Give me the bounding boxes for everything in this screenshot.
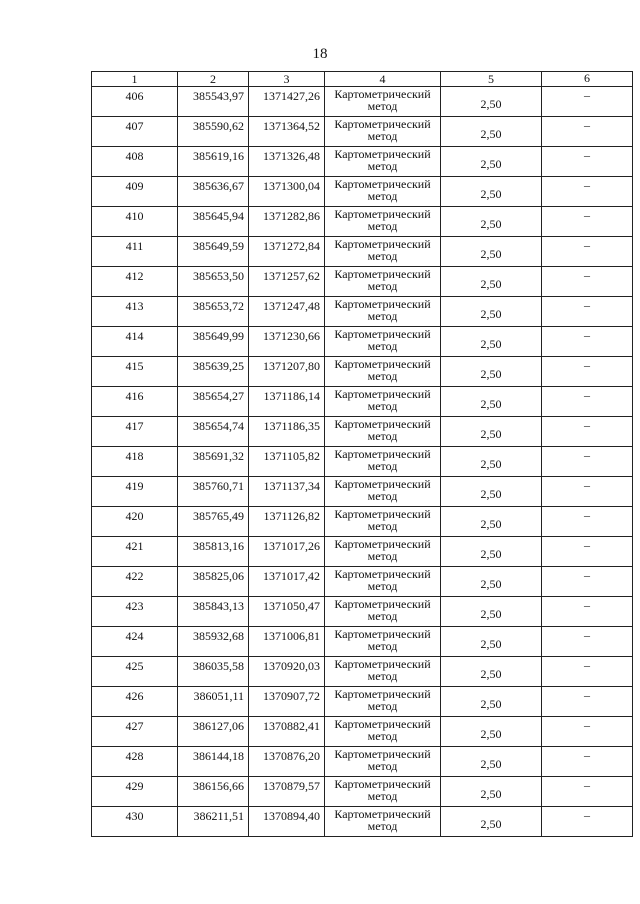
table-row [92,747,633,777]
cell-description: – [542,627,633,657]
cell-accuracy: 2,50 [441,147,542,177]
cell-coordinate-x: 385813,16 [178,537,249,567]
cell-coordinate-y: 1371230,66 [249,327,325,357]
cell-method: Картометрический метод [325,387,441,417]
cell-point-number: 421 [92,537,178,567]
table-row [92,657,633,687]
cell-coordinate-y: 1371050,47 [249,597,325,627]
cell-accuracy: 2,50 [441,87,542,117]
cell-coordinate-x: 385654,74 [178,417,249,447]
cell-coordinate-x: 386127,06 [178,717,249,747]
cell-method: Картометрический метод [325,807,441,837]
cell-point-number: 407 [92,117,178,147]
cell-point-number: 430 [92,807,178,837]
cell-coordinate-y: 1371364,52 [249,117,325,147]
cell-description: – [542,417,633,447]
header-cell-5: 5 [441,72,542,87]
cell-point-number: 427 [92,717,178,747]
cell-accuracy: 2,50 [441,687,542,717]
cell-method: Картометрический метод [325,207,441,237]
cell-coordinate-y: 1371272,84 [249,237,325,267]
cell-coordinate-x: 385619,16 [178,147,249,177]
table-row [92,717,633,747]
cell-coordinate-x: 386051,11 [178,687,249,717]
cell-accuracy: 2,50 [441,117,542,147]
cell-point-number: 417 [92,417,178,447]
cell-accuracy: 2,50 [441,417,542,447]
table-row [92,537,633,567]
cell-description: – [542,597,633,627]
cell-method: Картометрический метод [325,747,441,777]
cell-accuracy: 2,50 [441,567,542,597]
cell-method: Картометрический метод [325,87,441,117]
cell-point-number: 426 [92,687,178,717]
cell-method: Картометрический метод [325,237,441,267]
cell-coordinate-y: 1370920,03 [249,657,325,687]
table-row [92,117,633,147]
cell-description: – [542,117,633,147]
cell-description: – [542,147,633,177]
cell-accuracy: 2,50 [441,357,542,387]
table-body [92,87,633,837]
cell-accuracy: 2,50 [441,627,542,657]
cell-point-number: 423 [92,597,178,627]
cell-accuracy: 2,50 [441,597,542,627]
cell-point-number: 412 [92,267,178,297]
cell-coordinate-x: 385932,68 [178,627,249,657]
cell-accuracy: 2,50 [441,537,542,567]
cell-method: Картометрический метод [325,687,441,717]
header-cell-1: 1 [92,72,178,87]
cell-accuracy: 2,50 [441,477,542,507]
cell-description: – [542,657,633,687]
cell-method: Картометрический метод [325,717,441,747]
cell-accuracy: 2,50 [441,237,542,267]
cell-coordinate-y: 1371186,35 [249,417,325,447]
table-row [92,507,633,537]
table-row [92,207,633,237]
cell-accuracy: 2,50 [441,777,542,807]
cell-point-number: 420 [92,507,178,537]
cell-method: Картометрический метод [325,627,441,657]
header-cell-2: 2 [178,72,249,87]
cell-coordinate-x: 385760,71 [178,477,249,507]
cell-description: – [542,177,633,207]
cell-point-number: 419 [92,477,178,507]
cell-method: Картометрический метод [325,297,441,327]
cell-coordinate-y: 1370879,57 [249,777,325,807]
cell-coordinate-y: 1371207,80 [249,357,325,387]
cell-description: – [542,687,633,717]
cell-coordinate-x: 385691,32 [178,447,249,477]
cell-coordinate-y: 1371282,86 [249,207,325,237]
cell-accuracy: 2,50 [441,447,542,477]
cell-coordinate-x: 385639,25 [178,357,249,387]
table-row [92,177,633,207]
table-row [92,87,633,117]
cell-coordinate-y: 1371105,82 [249,447,325,477]
cell-method: Картометрический метод [325,117,441,147]
cell-accuracy: 2,50 [441,747,542,777]
table-row [92,267,633,297]
cell-method: Картометрический метод [325,657,441,687]
cell-description: – [542,747,633,777]
cell-coordinate-x: 385636,67 [178,177,249,207]
cell-method: Картометрический метод [325,477,441,507]
table-row [92,627,633,657]
cell-point-number: 410 [92,207,178,237]
cell-point-number: 408 [92,147,178,177]
cell-coordinate-y: 1370876,20 [249,747,325,777]
cell-description: – [542,477,633,507]
cell-method: Картометрический метод [325,447,441,477]
cell-coordinate-y: 1371326,48 [249,147,325,177]
cell-point-number: 416 [92,387,178,417]
cell-description: – [542,357,633,387]
cell-coordinate-y: 1370894,40 [249,807,325,837]
cell-point-number: 424 [92,627,178,657]
cell-coordinate-y: 1371006,81 [249,627,325,657]
cell-coordinate-y: 1370882,41 [249,717,325,747]
table-row [92,297,633,327]
cell-point-number: 406 [92,87,178,117]
coordinates-table [91,71,633,837]
cell-accuracy: 2,50 [441,387,542,417]
cell-description: – [542,507,633,537]
cell-coordinate-y: 1371017,26 [249,537,325,567]
cell-coordinate-x: 385645,94 [178,207,249,237]
cell-description: – [542,447,633,477]
cell-coordinate-x: 385649,99 [178,327,249,357]
table-row [92,237,633,267]
cell-description: – [542,717,633,747]
cell-description: – [542,87,633,117]
cell-point-number: 409 [92,177,178,207]
table-row [92,597,633,627]
cell-method: Картометрический метод [325,417,441,447]
cell-point-number: 429 [92,777,178,807]
cell-coordinate-x: 385654,27 [178,387,249,417]
cell-coordinate-y: 1371126,82 [249,507,325,537]
cell-method: Картометрический метод [325,537,441,567]
cell-coordinate-y: 1371427,26 [249,87,325,117]
cell-accuracy: 2,50 [441,507,542,537]
cell-point-number: 428 [92,747,178,777]
cell-description: – [542,237,633,267]
cell-description: – [542,297,633,327]
table-row [92,447,633,477]
cell-coordinate-y: 1371186,14 [249,387,325,417]
table-row [92,567,633,597]
cell-coordinate-y: 1370907,72 [249,687,325,717]
table-row [92,417,633,447]
cell-coordinate-x: 385543,97 [178,87,249,117]
header-cell-6: 6 [542,72,633,87]
cell-coordinate-x: 385765,49 [178,507,249,537]
cell-coordinate-y: 1371247,48 [249,297,325,327]
table-row [92,147,633,177]
cell-point-number: 425 [92,657,178,687]
cell-coordinate-x: 386144,18 [178,747,249,777]
table-row [92,777,633,807]
cell-point-number: 422 [92,567,178,597]
cell-method: Картометрический метод [325,147,441,177]
cell-method: Картометрический метод [325,177,441,207]
cell-accuracy: 2,50 [441,327,542,357]
cell-point-number: 411 [92,237,178,267]
page-number: 18 [312,46,328,62]
cell-coordinate-y: 1371017,42 [249,567,325,597]
cell-description: – [542,807,633,837]
table-row [92,477,633,507]
cell-accuracy: 2,50 [441,807,542,837]
cell-description: – [542,207,633,237]
cell-coordinate-x: 385590,62 [178,117,249,147]
cell-coordinate-x: 385825,06 [178,567,249,597]
header-cell-4: 4 [325,72,441,87]
cell-method: Картометрический метод [325,567,441,597]
table-row [92,327,633,357]
cell-method: Картометрический метод [325,357,441,387]
cell-description: – [542,777,633,807]
cell-coordinate-x: 385649,59 [178,237,249,267]
cell-coordinate-x: 386156,66 [178,777,249,807]
cell-accuracy: 2,50 [441,207,542,237]
cell-coordinate-y: 1371137,34 [249,477,325,507]
header-row [92,72,633,87]
cell-coordinate-x: 386035,58 [178,657,249,687]
cell-coordinate-y: 1371300,04 [249,177,325,207]
cell-accuracy: 2,50 [441,657,542,687]
cell-accuracy: 2,50 [441,297,542,327]
cell-method: Картометрический метод [325,327,441,357]
table-row [92,687,633,717]
cell-accuracy: 2,50 [441,177,542,207]
cell-coordinate-x: 386211,51 [178,807,249,837]
cell-description: – [542,267,633,297]
cell-description: – [542,387,633,417]
table-row [92,807,633,837]
cell-point-number: 414 [92,327,178,357]
cell-description: – [542,567,633,597]
table-header [92,72,633,87]
header-cell-3: 3 [249,72,325,87]
cell-method: Картометрический метод [325,507,441,537]
cell-accuracy: 2,50 [441,717,542,747]
cell-point-number: 418 [92,447,178,477]
cell-coordinate-x: 385653,72 [178,297,249,327]
cell-point-number: 413 [92,297,178,327]
table-row [92,387,633,417]
cell-method: Картометрический метод [325,597,441,627]
cell-method: Картометрический метод [325,777,441,807]
cell-coordinate-x: 385653,50 [178,267,249,297]
cell-description: – [542,537,633,567]
cell-method: Картометрический метод [325,267,441,297]
table-row [92,357,633,387]
cell-coordinate-y: 1371257,62 [249,267,325,297]
cell-coordinate-x: 385843,13 [178,597,249,627]
cell-accuracy: 2,50 [441,267,542,297]
cell-point-number: 415 [92,357,178,387]
cell-description: – [542,327,633,357]
